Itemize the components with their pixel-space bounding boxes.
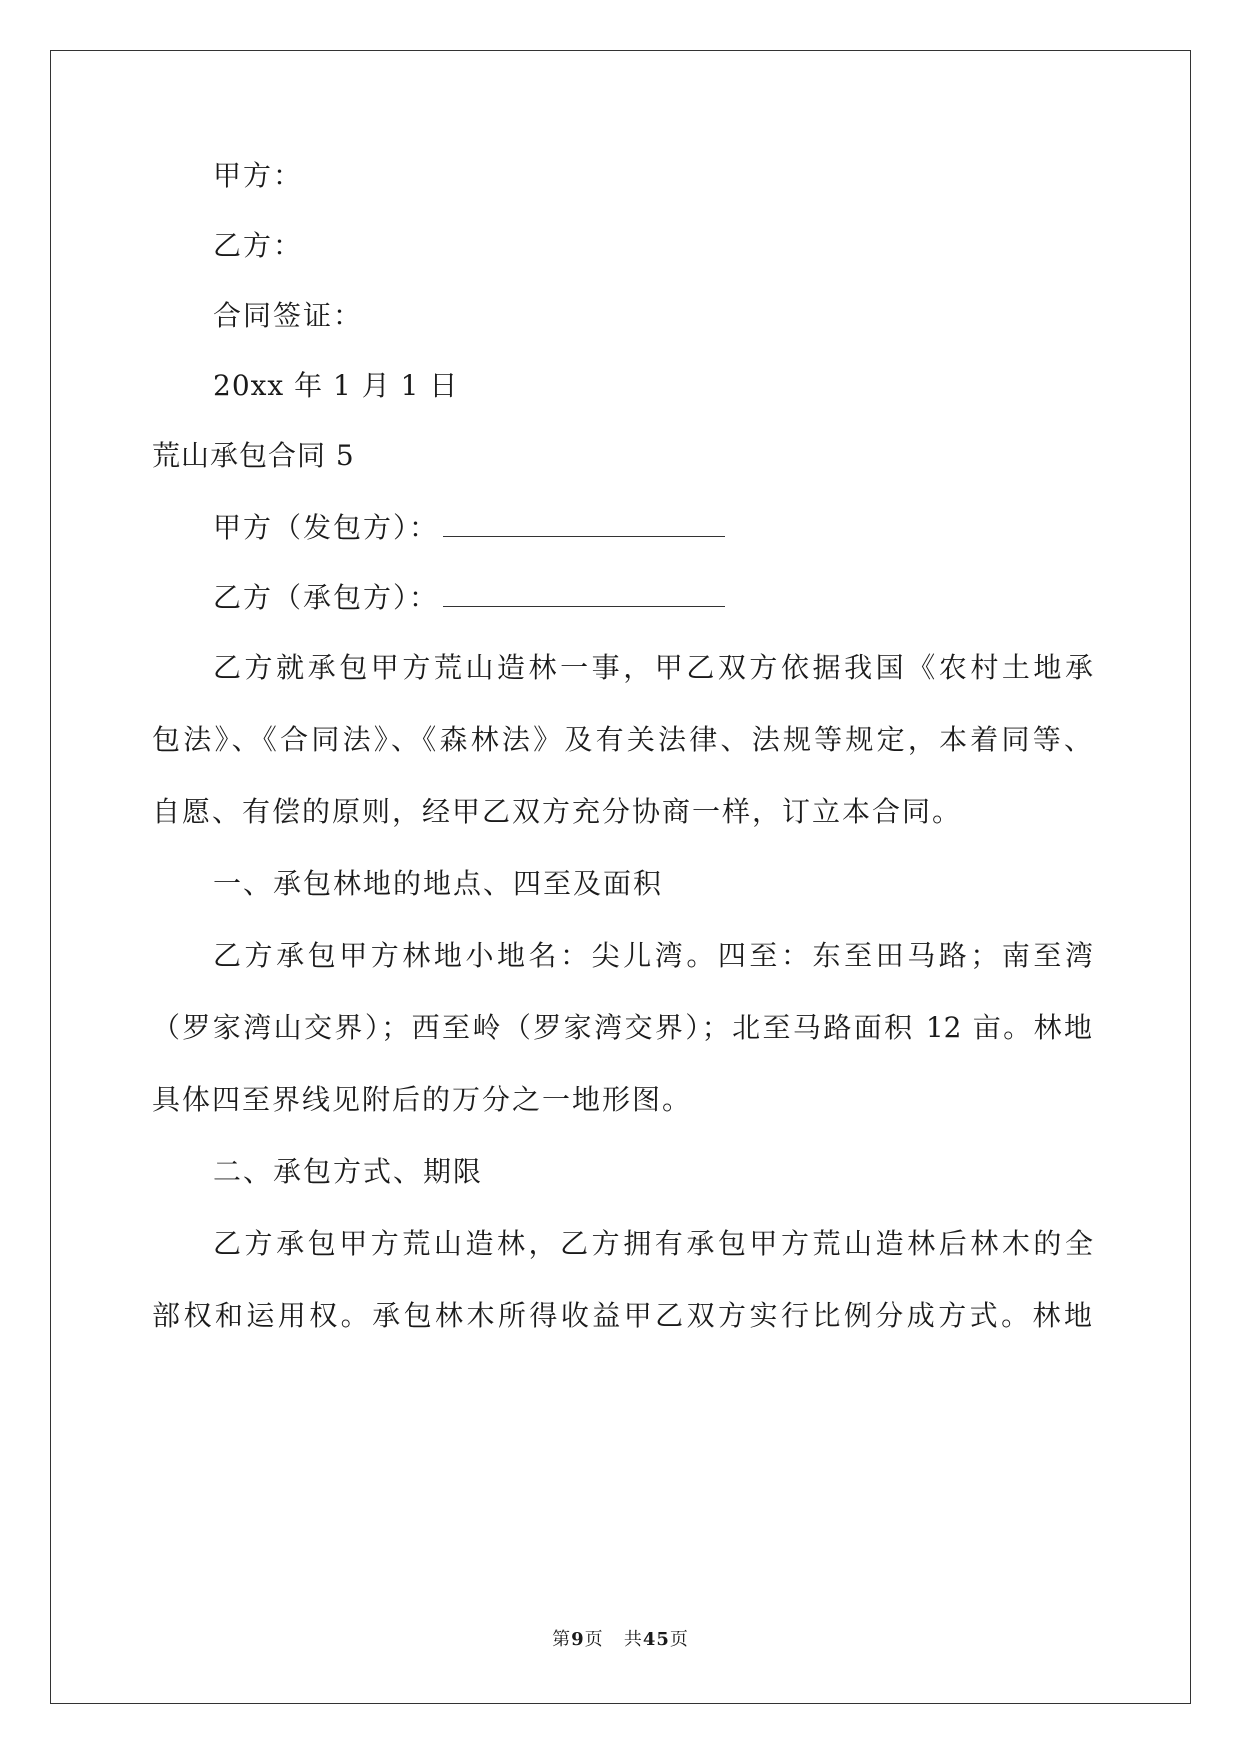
footer-page-prefix: 第: [552, 1629, 572, 1650]
contract-title: 荒山承包合同 5: [152, 439, 355, 472]
party-a-blank: [443, 514, 725, 537]
party-a-full-line: [213, 510, 725, 546]
footer-total-pages: 45: [642, 1629, 670, 1650]
contract-date: 20xx 年 1 月 1 日: [213, 369, 459, 402]
paragraph-line: 乙方承包甲方荒山造林，乙方拥有承包甲方荒山造林后林木的全: [213, 1227, 1093, 1260]
footer-total-prefix: 共: [623, 1629, 643, 1650]
party-a-full-label: 甲方（发包方）：: [213, 511, 440, 544]
paragraph-line: 乙方承包甲方林地小地名：尖儿湾。四至：东至田马路；南至湾: [213, 939, 1093, 972]
section-heading: 二、承包方式、期限: [213, 1155, 484, 1188]
contract-visa-label: 合同签证：: [213, 299, 364, 332]
party-b-full-label: 乙方（承包方）：: [213, 581, 440, 614]
paragraph-line: （罗家湾山交界）；西至岭（罗家湾交界）；北至马路面积 12 亩。林地: [152, 1011, 1092, 1044]
party-a-label: 甲方：: [213, 159, 304, 192]
paragraph-line: 部权和运用权。承包林木所得收益甲乙双方实行比例分成方式。林地: [152, 1299, 1092, 1332]
party-b-blank: [443, 584, 725, 607]
section-heading: 一、承包林地的地点、四至及面积: [213, 867, 664, 900]
paragraph-line: 自愿、有偿的原则，经甲乙双方充分协商一样，订立本合同。: [152, 795, 963, 828]
party-b-full-line: [213, 580, 725, 616]
paragraph-line: 包法》、《合同法》、《森林法》及有关法律、法规等规定，本着同等、: [152, 723, 1092, 756]
party-b-label: 乙方：: [213, 229, 304, 262]
footer-total-suffix: 页: [669, 1629, 689, 1650]
paragraph-line: 具体四至界线见附后的万分之一地形图。: [152, 1083, 693, 1116]
page-footer: [0, 1628, 1241, 1652]
footer-page-number: 9: [571, 1629, 585, 1650]
paragraph-line: 乙方就承包甲方荒山造林一事，甲乙双方依据我国《农村土地承: [213, 651, 1093, 684]
footer-page-mid: 页: [584, 1629, 604, 1650]
